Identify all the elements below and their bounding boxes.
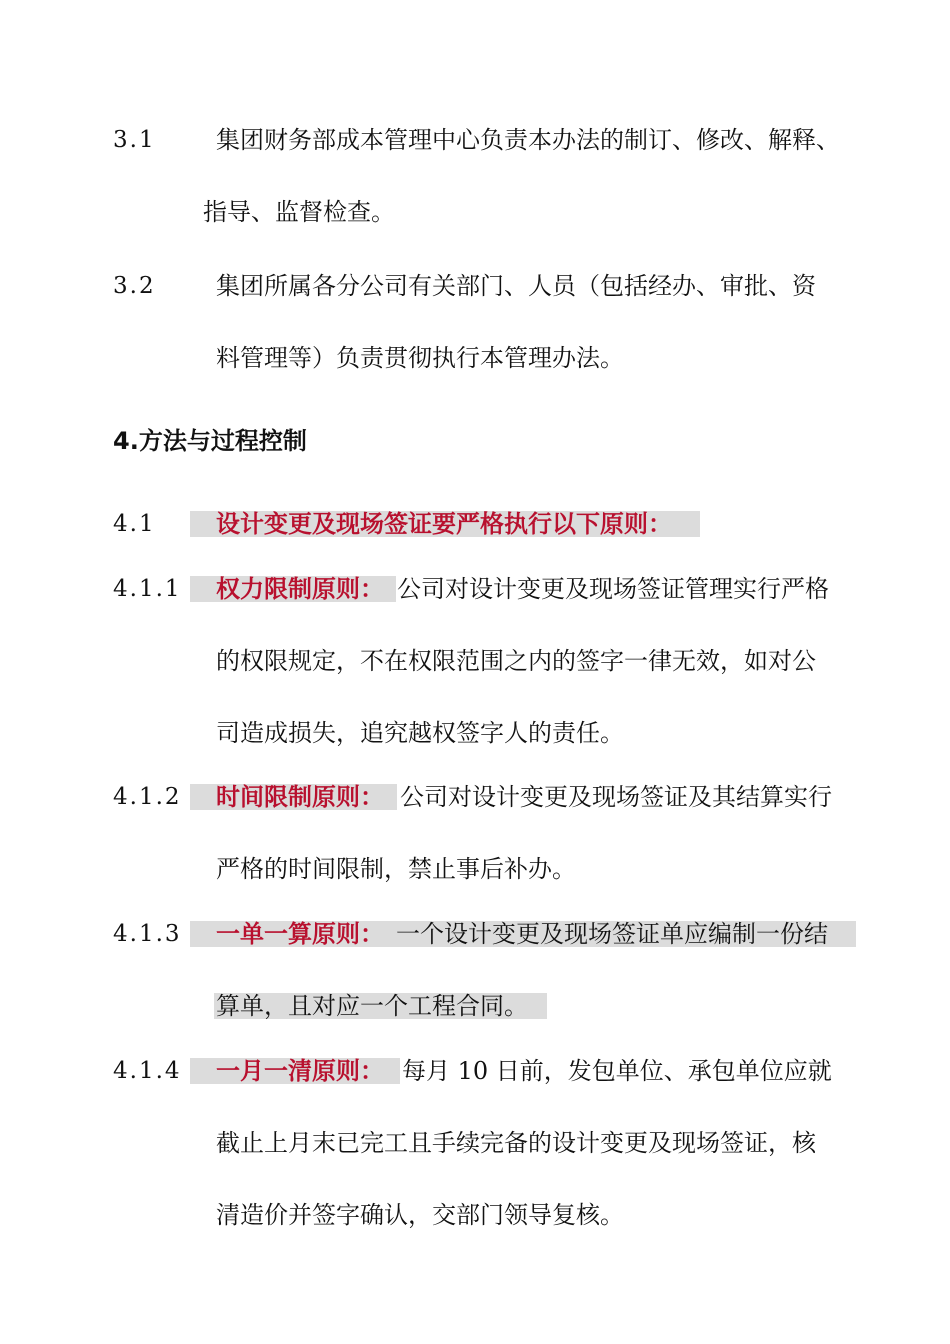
paragraph-line: 公司对设计变更及现场签证管理实行严格 [397,575,829,603]
paragraph-line: 公司对设计变更及现场签证及其结算实行 [400,783,832,811]
paragraph-line: 每月 10 日前，发包单位、承包单位应就 [402,1057,832,1085]
section-number: 3.2 [113,273,156,299]
paragraph-line: 集团财务部成本管理中心负责本办法的制订、修改、解释、 [216,126,840,154]
paragraph-line: 指导、监督检查。 [203,198,395,226]
section-title: 设计变更及现场签证要严格执行以下原则： [216,510,672,538]
paragraph-line: 集团所属各分公司有关部门、人员（包括经办、审批、资 [216,272,816,300]
principle-label: 一单一算原则： [216,920,384,948]
principle-label: 权力限制原则： [216,575,384,603]
paragraph-line: 清造价并签字确认，交部门领导复核。 [216,1201,624,1229]
section-number: 4.1.2 [113,784,182,810]
paragraph-line: 截止上月末已完工且手续完备的设计变更及现场签证，核 [216,1129,816,1157]
paragraph-line: 的权限规定，不在权限范围之内的签字一律无效，如对公 [216,647,816,675]
section-number: 4.1.1 [113,576,182,602]
section-number: 4.1 [113,511,156,537]
paragraph-line: 算单，且对应一个工程合同。 [216,992,528,1020]
paragraph-line: 司造成损失，追究越权签字人的责任。 [216,719,624,747]
paragraph-line: 一个设计变更及现场签证单应编制一份结 [396,920,828,948]
principle-label: 一月一清原则： [216,1057,384,1085]
section-number: 4.1.3 [113,921,182,947]
section-number: 4.1.4 [113,1058,182,1084]
section-heading: 4.方法与过程控制 [113,427,307,455]
principle-label: 时间限制原则： [216,783,384,811]
paragraph-line: 严格的时间限制，禁止事后补办。 [216,855,576,883]
paragraph-line: 料管理等）负责贯彻执行本管理办法。 [216,344,624,372]
section-number: 3.1 [113,127,156,153]
